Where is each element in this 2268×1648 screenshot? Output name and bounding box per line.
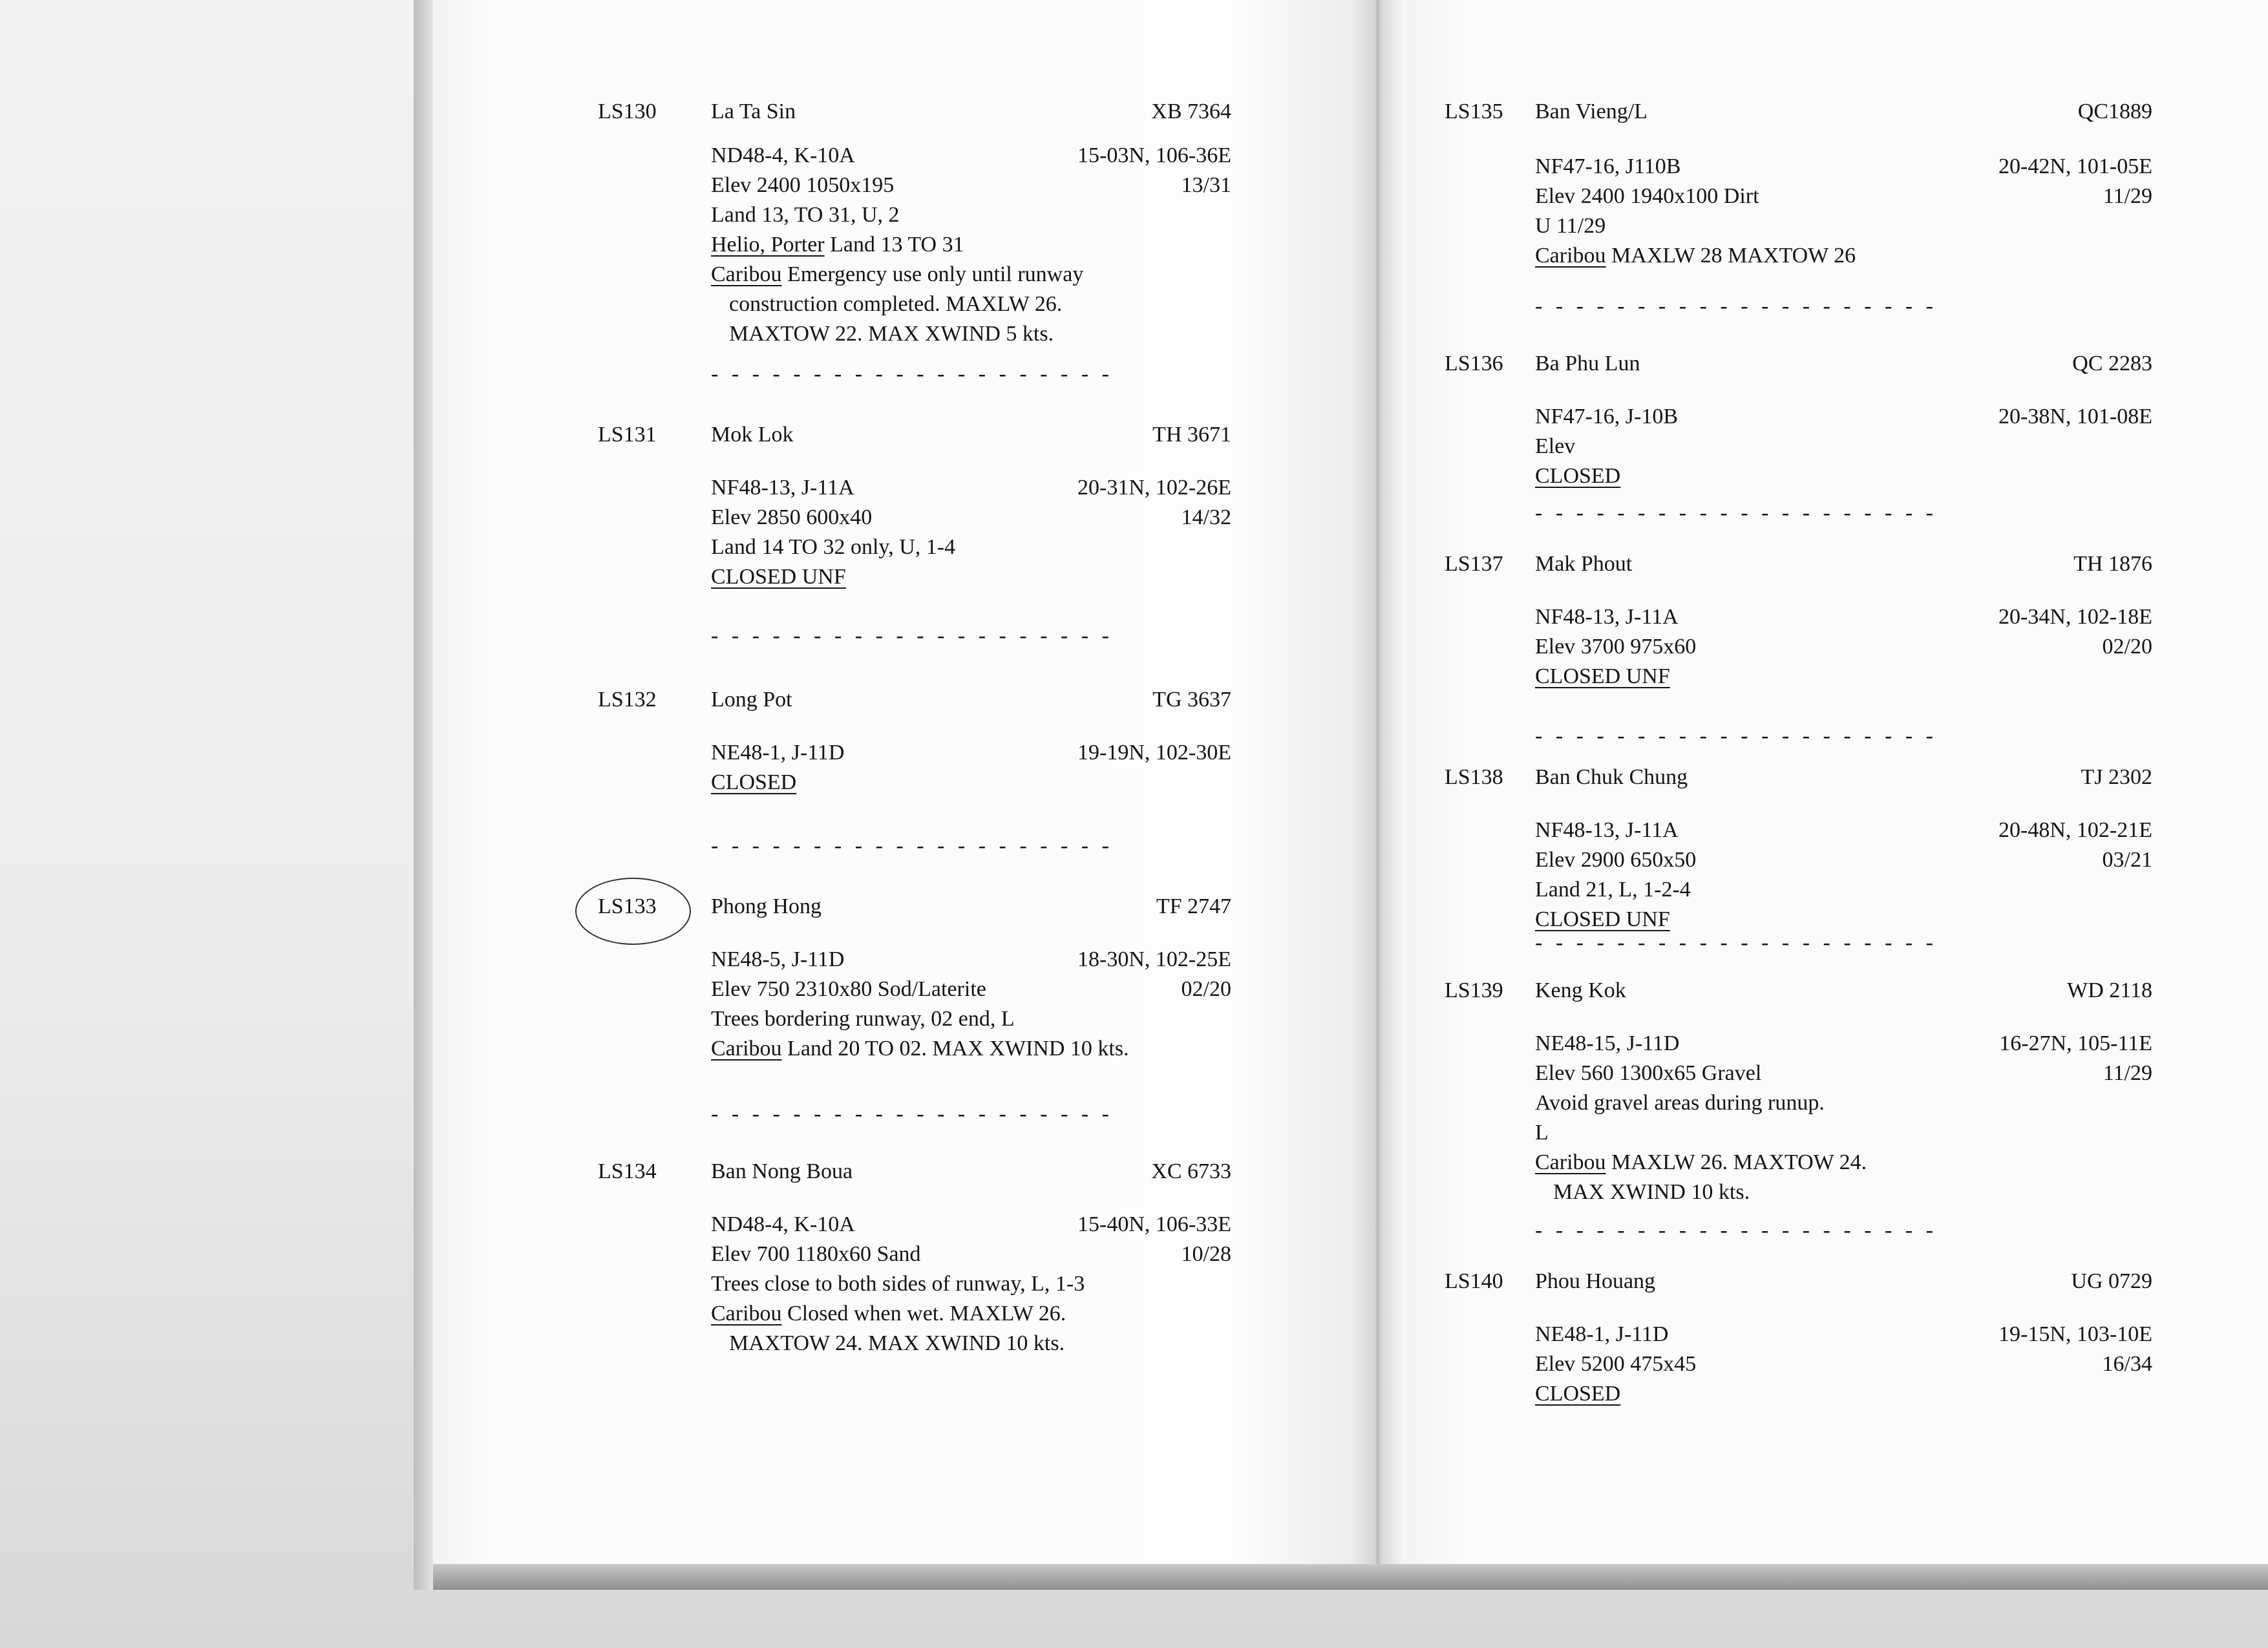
detail-line [1535,1349,2152,1379]
detail-line [1535,1118,2152,1148]
detail-text: Elev 3700 975x60 [1535,635,1697,659]
underlined-label: Caribou [711,262,782,286]
detail-line [711,1269,1231,1299]
detail-value: 20-38N, 101-08E [1998,405,2152,428]
detail-text: Trees bordering runway, 02 end, L [711,1007,1015,1031]
detail-line [711,200,1231,230]
site-details [711,141,1231,349]
detail-line [711,290,1231,319]
site-details [711,1210,1231,1358]
grid-reference: UG 0729 [2071,1269,2152,1293]
site-id: LS130 [598,100,657,123]
underlined-label: Helio, Porter [711,233,825,257]
site-name: La Ta Sin [711,100,796,123]
site-id: LS136 [1445,352,1503,375]
site-name: Ba Phu Lun [1535,352,1640,375]
detail-line [711,945,1231,975]
underlined-label: CLOSED [1535,1382,1621,1406]
detail-text: MAXLW 26. MAXTOW 24. [1606,1150,1867,1174]
hand-drawn-circle [575,878,691,945]
detail-text: MAXTOW 22. MAX XWIND 5 kts. [729,322,1054,346]
detail-line [711,562,1231,592]
detail-text: Elev 2900 650x50 [1535,848,1697,872]
detail-line [1535,602,2152,632]
site-name: Ban Chuk Chung [1535,765,1688,789]
underlined-label: Caribou [711,1302,782,1326]
detail-text: NF48-13, J-11A [1535,818,1679,842]
detail-line [711,768,1231,798]
detail-line [711,503,1231,533]
site-id: LS133 [598,894,657,918]
detail-line [1535,632,2152,662]
entry-divider: - - - - - - - - - - - - - - - - - - - - [1535,931,1937,955]
detail-line [1535,461,2152,491]
detail-line [711,533,1231,562]
site-name: Ban Nong Boua [711,1159,853,1183]
detail-text: Elev 560 1300x65 Gravel [1535,1061,1762,1085]
underlined-label: CLOSED UNF [711,565,846,589]
detail-text: Avoid gravel areas during runup. [1535,1091,1825,1115]
site-id: LS139 [1445,978,1503,1002]
site-id: LS140 [1445,1269,1503,1293]
entry-divider: - - - - - - - - - - - - - - - - - - - - [1535,724,1937,748]
detail-text: Land 13 TO 31 [824,233,964,257]
detail-text: MAXLW 28 MAXTOW 26 [1606,244,1856,268]
detail-text: Elev 2850 600x40 [711,505,873,529]
detail-text: U 11/29 [1535,214,1606,238]
detail-line [1535,1320,2152,1349]
site-details [711,738,1231,798]
detail-value: 02/20 [2102,635,2152,659]
detail-value: 16/34 [2102,1352,2152,1376]
detail-line [711,1210,1231,1240]
book-edge [414,0,433,1590]
detail-line [711,1034,1231,1064]
detail-value: 16-27N, 105-11E [1999,1031,2152,1055]
detail-line [1535,1088,2152,1118]
entry-divider: - - - - - - - - - - - - - - - - - - - - [711,362,1113,386]
detail-text: NF48-13, J-11A [711,476,854,500]
detail-text: Elev 2400 1940x100 Dirt [1535,184,1759,208]
left-page [433,0,1377,1564]
underlined-label: CLOSED UNF [1535,907,1670,931]
detail-line [1535,211,2152,241]
detail-line [1535,432,2152,461]
site-name: Phong Hong [711,894,821,918]
detail-line [711,473,1231,503]
detail-text: Land 13, TO 31, U, 2 [711,203,900,227]
detail-line [1535,1178,2152,1207]
detail-line [1535,1379,2152,1409]
detail-text: L [1535,1121,1549,1145]
underlined-label: CLOSED [711,770,797,794]
detail-line [711,319,1231,349]
detail-line [711,738,1231,768]
detail-text: NF47-16, J110B [1535,154,1681,178]
detail-value: 20-48N, 102-21E [1998,818,2152,842]
detail-value: 13/31 [1181,173,1231,197]
detail-text: Land 20 TO 02. MAX XWIND 10 kts. [781,1037,1129,1061]
detail-text: Elev [1535,434,1576,458]
page-bottom-edge [433,1564,2268,1590]
detail-text: ND48-4, K-10A [711,1212,855,1236]
grid-reference: XC 6733 [1151,1159,1231,1183]
site-details [1535,1320,2152,1409]
detail-value: 14/32 [1181,505,1231,529]
detail-line [1535,1148,2152,1178]
detail-line [711,1299,1231,1329]
detail-line [711,171,1231,200]
detail-line [1535,182,2152,211]
grid-reference: XB 7364 [1151,100,1231,123]
grid-reference: WD 2118 [2067,978,2152,1002]
detail-line [1535,1059,2152,1088]
grid-reference: TH 3671 [1152,423,1231,447]
page-gutter [1351,0,1403,1564]
detail-value: 15-40N, 106-33E [1077,1212,1231,1236]
detail-value: 11/29 [2103,1061,2152,1085]
site-details [1535,402,2152,491]
site-details [1535,152,2152,271]
site-details [711,945,1231,1064]
grid-reference: TH 1876 [2073,552,2152,576]
detail-text: NE48-1, J-11D [711,741,845,765]
detail-line [1535,402,2152,432]
right-page [1377,0,2268,1564]
site-name: Ban Vieng/L [1535,100,1648,123]
site-name: Long Pot [711,688,792,712]
detail-line [1535,845,2152,875]
grid-reference: QC1889 [2077,100,2152,123]
detail-line [1535,816,2152,845]
entry-divider: - - - - - - - - - - - - - - - - - - - - [1535,1218,1937,1242]
detail-value: 18-30N, 102-25E [1077,947,1231,971]
underlined-label: Caribou [1535,244,1606,268]
detail-line [1535,152,2152,182]
underlined-label: CLOSED [1535,464,1621,488]
site-id: LS132 [598,688,657,712]
site-details [1535,602,2152,692]
detail-line [1535,875,2152,905]
entry-divider: - - - - - - - - - - - - - - - - - - - - [711,624,1113,648]
site-details [1535,816,2152,935]
detail-line [711,975,1231,1004]
detail-line [1535,662,2152,692]
entry-divider: - - - - - - - - - - - - - - - - - - - - [711,1102,1113,1126]
underlined-label: Caribou [711,1037,782,1061]
site-name: Keng Kok [1535,978,1626,1002]
entry-divider: - - - - - - - - - - - - - - - - - - - - [711,834,1113,858]
grid-reference: TF 2747 [1156,894,1231,918]
entry-divider: - - - - - - - - - - - - - - - - - - - - [1535,294,1937,318]
detail-value: 20-42N, 101-05E [1998,154,2152,178]
site-id: LS134 [598,1159,657,1183]
site-name: Mok Lok [711,423,794,447]
detail-text: ND48-4, K-10A [711,143,855,167]
detail-text: Elev 2400 1050x195 [711,173,895,197]
site-id: LS138 [1445,765,1503,789]
site-id: LS135 [1445,100,1503,123]
underlined-label: Caribou [1535,1150,1606,1174]
detail-value: 15-03N, 106-36E [1077,143,1231,167]
site-name: Mak Phout [1535,552,1633,576]
detail-text: Emergency use only until runway [781,262,1084,286]
detail-text: NF48-13, J-11A [1535,605,1679,629]
detail-line [1535,1029,2152,1059]
detail-text: NE48-5, J-11D [711,947,845,971]
detail-text: MAXTOW 24. MAX XWIND 10 kts. [729,1331,1065,1355]
detail-line [1535,241,2152,271]
site-id: LS137 [1445,552,1503,576]
book-spread [433,0,2268,1590]
detail-text: Closed when wet. MAXLW 26. [781,1302,1066,1326]
grid-reference: TG 3637 [1152,688,1231,712]
detail-text: NF47-16, J-10B [1535,405,1679,428]
detail-text: construction completed. MAXLW 26. [729,292,1063,316]
underlined-label: CLOSED UNF [1535,664,1670,688]
grid-reference: TJ 2302 [2081,765,2152,789]
detail-value: 11/29 [2103,184,2152,208]
site-name: Phou Houang [1535,1269,1656,1293]
detail-value: 02/20 [1181,977,1231,1001]
site-details [711,473,1231,592]
detail-line [711,1004,1231,1034]
detail-line [711,1240,1231,1269]
detail-value: 03/21 [2102,848,2152,872]
detail-text: Elev 5200 475x45 [1535,1352,1697,1376]
detail-text: NE48-1, J-11D [1535,1322,1669,1346]
detail-line [711,230,1231,260]
detail-text: Trees close to both sides of runway, L, 1-3 [711,1272,1085,1296]
detail-value: 20-34N, 102-18E [1998,605,2152,629]
detail-text: MAX XWIND 10 kts. [1553,1180,1750,1204]
detail-line [711,1329,1231,1358]
detail-line [711,260,1231,290]
site-id: LS131 [598,423,657,447]
detail-text: Land 21, L, 1-2-4 [1535,878,1691,902]
detail-text: Elev 750 2310x80 Sod/Laterite [711,977,986,1001]
detail-text: NE48-15, J-11D [1535,1031,1680,1055]
site-details [1535,1029,2152,1207]
detail-line [711,141,1231,171]
detail-value: 19-15N, 103-10E [1998,1322,2152,1346]
detail-value: 20-31N, 102-26E [1077,476,1231,500]
detail-value: 19-19N, 102-30E [1077,741,1231,765]
entry-divider: - - - - - - - - - - - - - - - - - - - - [1535,501,1937,525]
detail-text: Elev 700 1180x60 Sand [711,1242,921,1266]
detail-text: Land 14 TO 32 only, U, 1-4 [711,535,956,559]
grid-reference: QC 2283 [2072,352,2152,375]
detail-value: 10/28 [1181,1242,1231,1266]
